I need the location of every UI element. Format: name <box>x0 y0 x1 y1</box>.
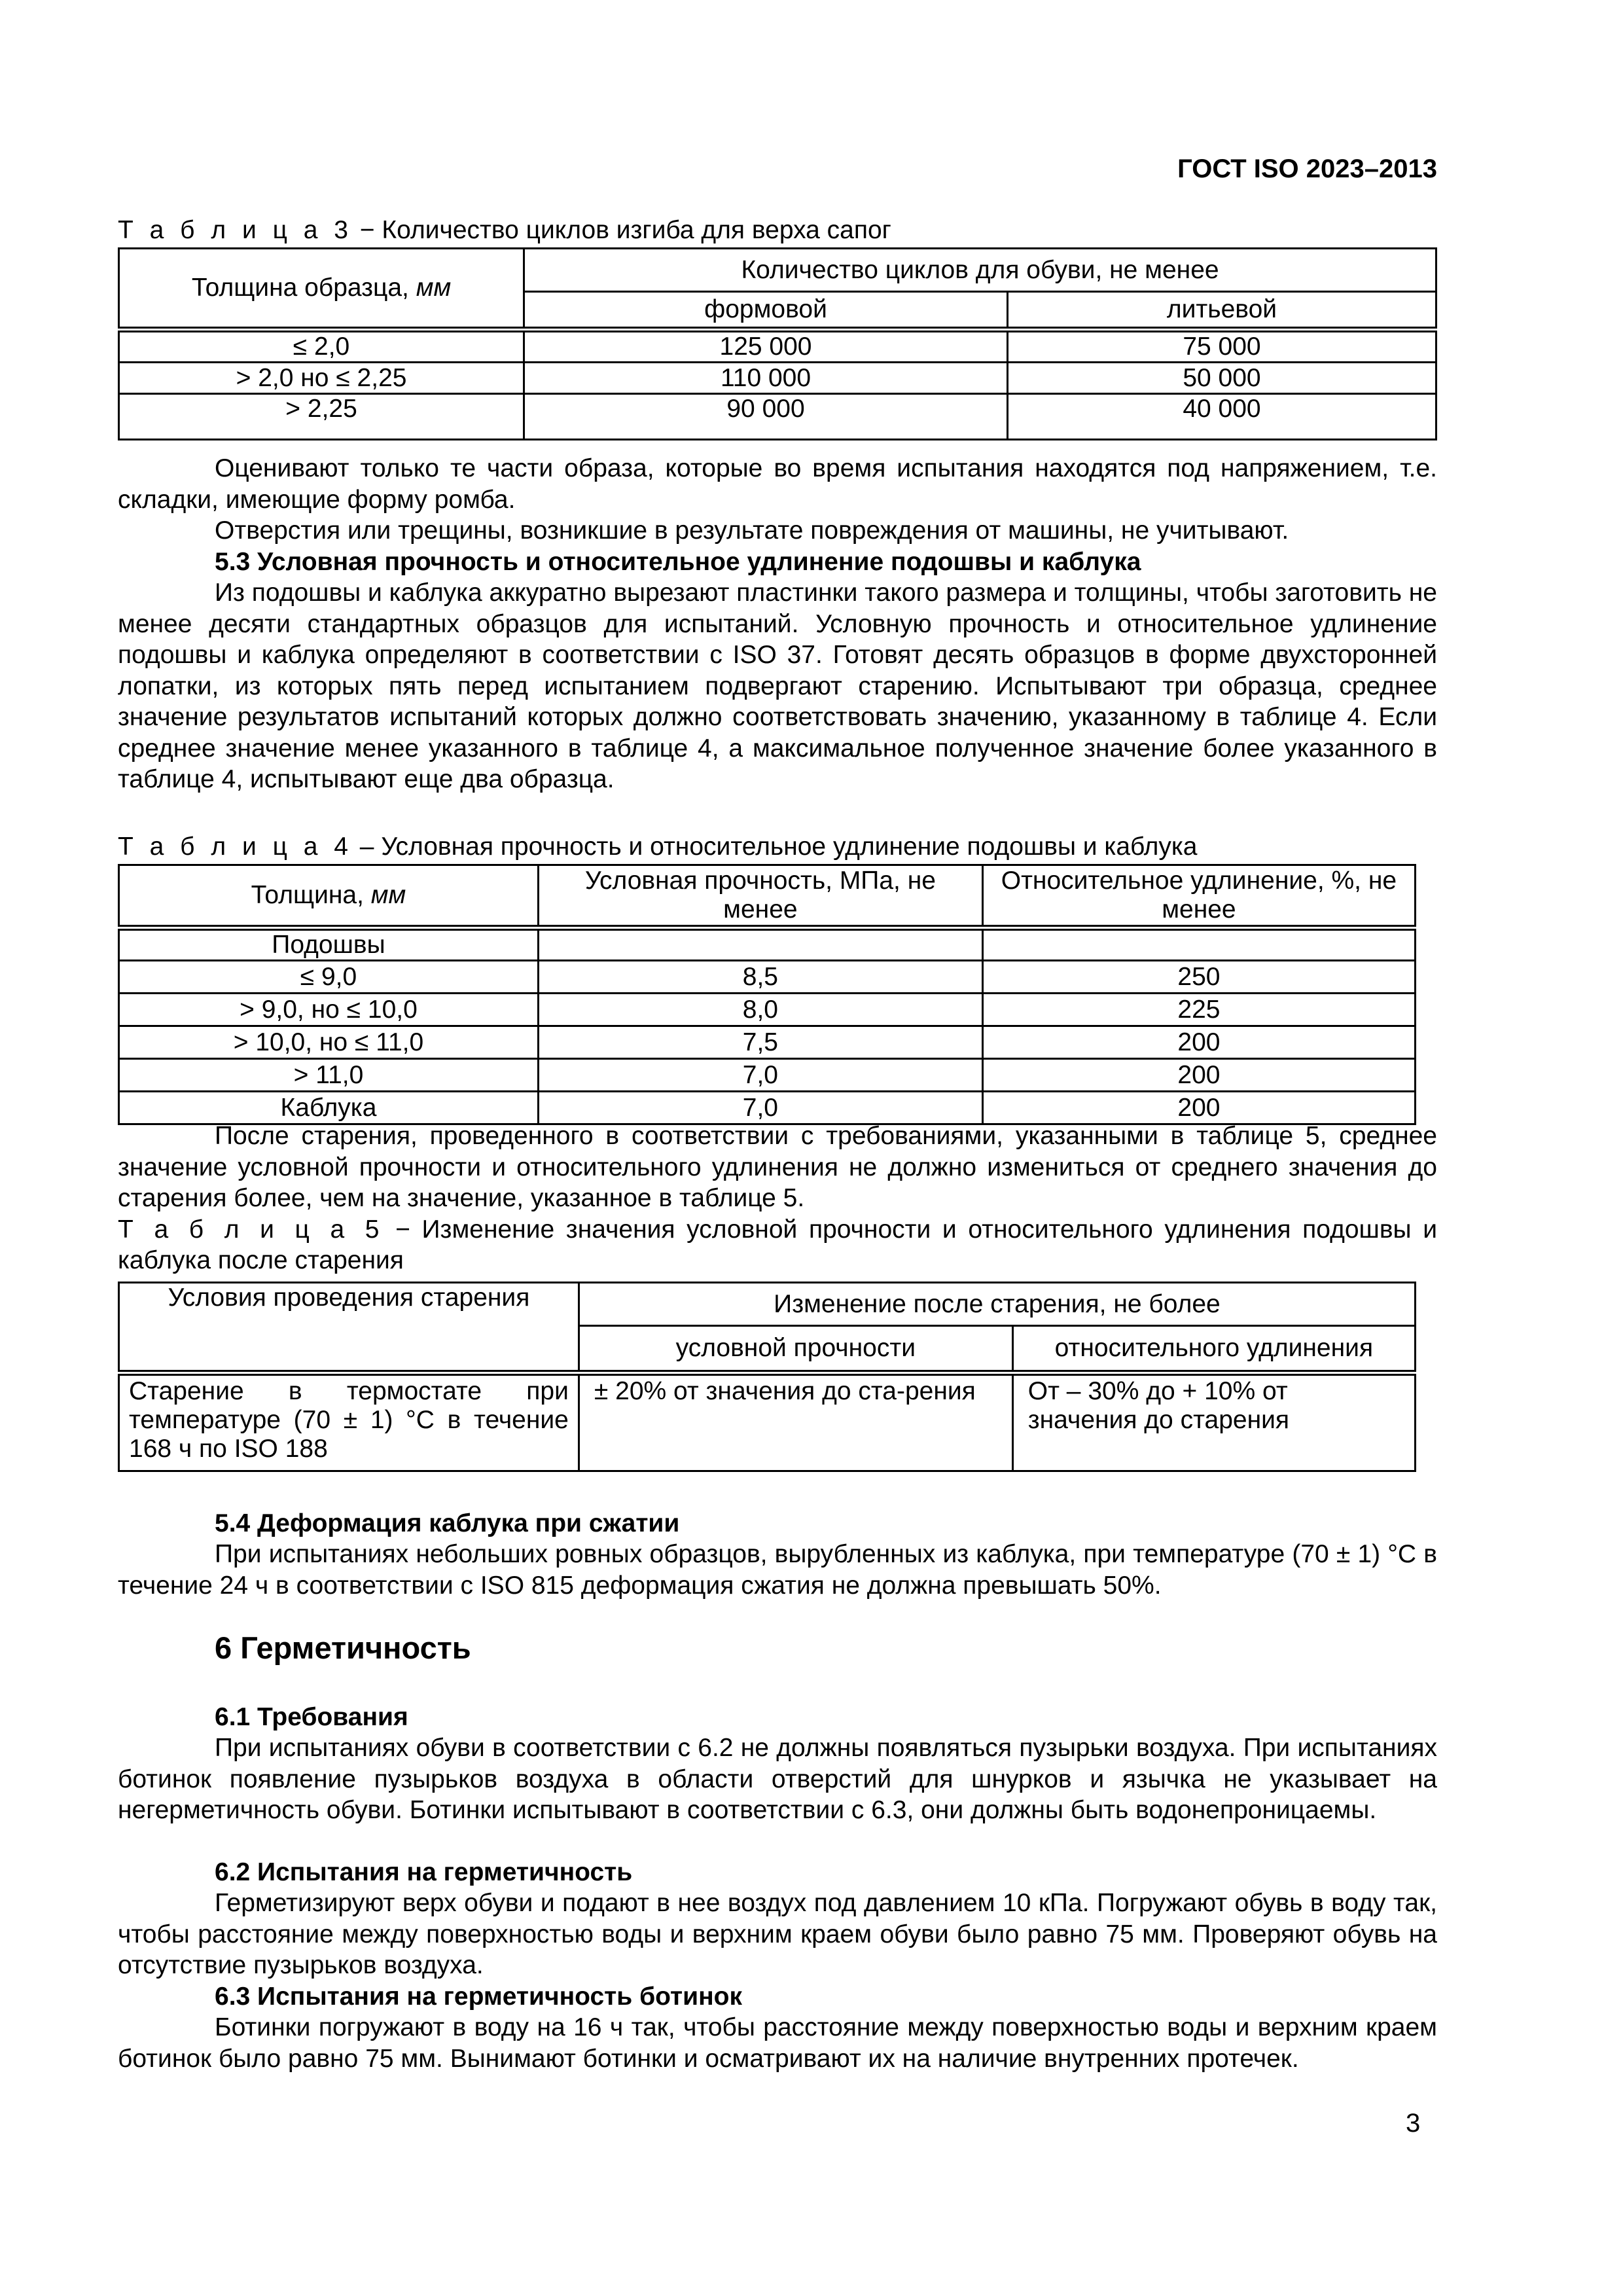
table-row <box>119 394 1436 440</box>
table-cell: > 10,0, но ≤ 11,0 <box>119 1026 539 1059</box>
table3-caption-label: Т а б л и ц а 3 <box>118 216 353 244</box>
table-cell: ≤ 2,0 <box>119 330 524 363</box>
paragraph: Герметизируют верх обуви и подают в нее воздух под давлением 10 кПа. Погружают обувь в воду так, чтобы расстояние между поверхностью воды и верхним краем обуви было равно 75 мм. Проверяют обувь на отсутствие пузырьков воздуха. <box>118 1889 1437 1979</box>
paragraph: Из подошвы и каблука аккуратно вырезают пластинки такого размера и толщины, чтобы заготовить не менее десяти стандартных образцов для испытаний. Условную прочность и относительное удлинение подошвы и каблука определяют в соответствии с ISO 37. Готовят десять образцов в форме двухсторонней лопатки, из которых пять перед испытанием подвергают старению. Испытывают три образца, среднее значение результатов испытаний которых должно соответствовать значению, указанному в таблице 4. Если среднее значение менее указанного в таблице 4, а максимальное полученное значение более указанного в таблице 4, испытывают еще два образца. <box>118 579 1437 793</box>
section-heading-6-1: 6.1 Требования <box>215 1703 408 1731</box>
table5-caption-text: − Изменение значения условной прочности и относительного удлинения подошвы и каблука после старения <box>118 1215 1437 1274</box>
table-cell <box>538 928 982 961</box>
table-cell: 7,0 <box>538 1092 982 1124</box>
table3-caption-text: − Количество циклов изгиба для верха сапог <box>352 216 891 244</box>
paragraph: Ботинки погружают в воду на 16 ч так, чтобы расстояние между поверхностью воды и верхним краем ботинок было равно 75 мм. Вынимают ботинки и осматривают их на наличие внутренних протечек. <box>118 2013 1437 2073</box>
table-cell: > 9,0, но ≤ 10,0 <box>119 994 539 1026</box>
table4-caption-text: – Условная прочность и относительное удлинение подошвы и каблука <box>352 833 1198 861</box>
table-cell: 7,0 <box>538 1059 982 1092</box>
table3-head-molded: формовой <box>524 292 1008 330</box>
paragraph: При испытаниях обуви в соответствии с 6.2 не должны появляться пузырьки воздуха. При испытаниях ботинок появление пузырьков воздуха в области отверстий для шнурков и язычка не указывает на негерметичность обуви. Ботинки испытывают в соответствии с 6.3, они должны быть водонепроницаемы. <box>118 1734 1437 1824</box>
table5-elongation-cell: От – 30% до + 10% от значения до старения <box>1012 1373 1415 1471</box>
table4-caption <box>118 833 1198 861</box>
table3-head-thickness: Толщина образца, мм <box>119 249 524 330</box>
text-block-6-2 <box>118 1888 1437 1981</box>
table5 <box>118 1282 1416 1472</box>
table-row <box>119 1059 1416 1092</box>
table5-strength-cell: ± 20% от значения до ста-рения <box>579 1373 1012 1471</box>
table-cell: 200 <box>982 1059 1415 1092</box>
section-heading-6-2: 6.2 Испытания на герметичность <box>215 1858 633 1886</box>
text-block-6-3 <box>118 2012 1437 2074</box>
page-number: 3 <box>1406 2109 1421 2138</box>
table-cell: 200 <box>982 1026 1415 1059</box>
text-block-5-2 <box>118 453 1437 795</box>
table3-caption <box>118 216 891 245</box>
table-cell: 8,5 <box>538 961 982 994</box>
text-block-6-1 <box>118 1732 1437 1826</box>
table4-caption-label: Т а б л и ц а 4 <box>118 833 353 861</box>
table-cell <box>982 928 1415 961</box>
table3-head-cast: литьевой <box>1007 292 1436 330</box>
table-cell: 90 000 <box>524 394 1008 440</box>
table5-head-elongation: относительного удлинения <box>1012 1326 1415 1373</box>
table-cell: 110 000 <box>524 363 1008 394</box>
text-block-aging <box>118 1121 1437 1276</box>
table-row <box>119 363 1436 394</box>
table-cell: 7,5 <box>538 1026 982 1059</box>
table5-head-change: Изменение после старения, не более <box>579 1283 1415 1326</box>
table3 <box>118 247 1437 440</box>
paragraph: Отверстия или трещины, возникшие в результате повреждения от машины, не учитывают. <box>215 516 1289 545</box>
table-cell: ≤ 9,0 <box>119 961 539 994</box>
table-row <box>119 1092 1416 1124</box>
table5-head-strength: условной прочности <box>579 1326 1012 1373</box>
table4-head-elongation: Относительное удлинение, %, не менее <box>982 865 1415 928</box>
table-cell: 40 000 <box>1007 394 1436 440</box>
table5-caption <box>118 1214 1437 1276</box>
text-block-5-4 <box>118 1539 1437 1601</box>
table5-head-conditions: Условия проведения старения <box>119 1283 579 1373</box>
paragraph: При испытаниях небольших ровных образцов, вырубленных из каблука, при температуре (70 ± 1) °С в течение 24 ч в соответствии с ISO 815 деформация сжатия не должна превышать 50%. <box>118 1540 1437 1600</box>
table4-head-strength: Условная прочность, МПа, не менее <box>538 865 982 928</box>
paragraph: Оценивают только те части образа, которые во время испытания находятся под напряжением, т.е. складки, имеющие форму ромба. <box>118 454 1437 514</box>
table4-soles-label: Подошвы <box>119 928 539 961</box>
section-heading-5-3: 5.3 Условная прочность и относительное удлинение подошвы и каблука <box>215 547 1141 576</box>
table-cell: 125 000 <box>524 330 1008 363</box>
section-heading-6-3: 6.3 Испытания на герметичность ботинок <box>215 1982 742 2011</box>
paragraph: После старения, проведенного в соответствии с требованиями, указанными в таблице 5, среднее значение условной прочности и относительного удлинения не должно измениться от среднего значения до старения более, чем на значение, указанное в таблице 5. <box>118 1122 1437 1212</box>
table-cell: > 2,0 но ≤ 2,25 <box>119 363 524 394</box>
table-cell: > 11,0 <box>119 1059 539 1092</box>
table-row <box>119 1026 1416 1059</box>
table4 <box>118 864 1416 1125</box>
document-header: ГОСТ ISO 2023–2013 <box>1177 154 1437 183</box>
table-cell: 200 <box>982 1092 1415 1124</box>
table-cell: Каблука <box>119 1092 539 1124</box>
table-row <box>119 1373 1416 1471</box>
table-cell: 75 000 <box>1007 330 1436 363</box>
table-row <box>119 994 1416 1026</box>
section-heading-5-4: 5.4 Деформация каблука при сжатии <box>215 1509 680 1537</box>
table5-caption-label: Т а б л и ц а 5 <box>118 1215 384 1244</box>
table-cell: 8,0 <box>538 994 982 1026</box>
table-row <box>119 961 1416 994</box>
section-heading-6: 6 Герметичность <box>215 1630 471 1665</box>
table4-head-thickness: Толщина, мм <box>119 865 539 928</box>
table-cell: 225 <box>982 994 1415 1026</box>
table-cell: > 2,25 <box>119 394 524 440</box>
table3-head-cycles: Количество циклов для обуви, не менее <box>524 249 1436 292</box>
table5-cond-cell: Старение в термостате при температуре (70 ± 1) °С в течение 168 ч по ISO 188 <box>119 1373 579 1471</box>
table-cell: 250 <box>982 961 1415 994</box>
table-row <box>119 330 1436 363</box>
table-cell: 50 000 <box>1007 363 1436 394</box>
